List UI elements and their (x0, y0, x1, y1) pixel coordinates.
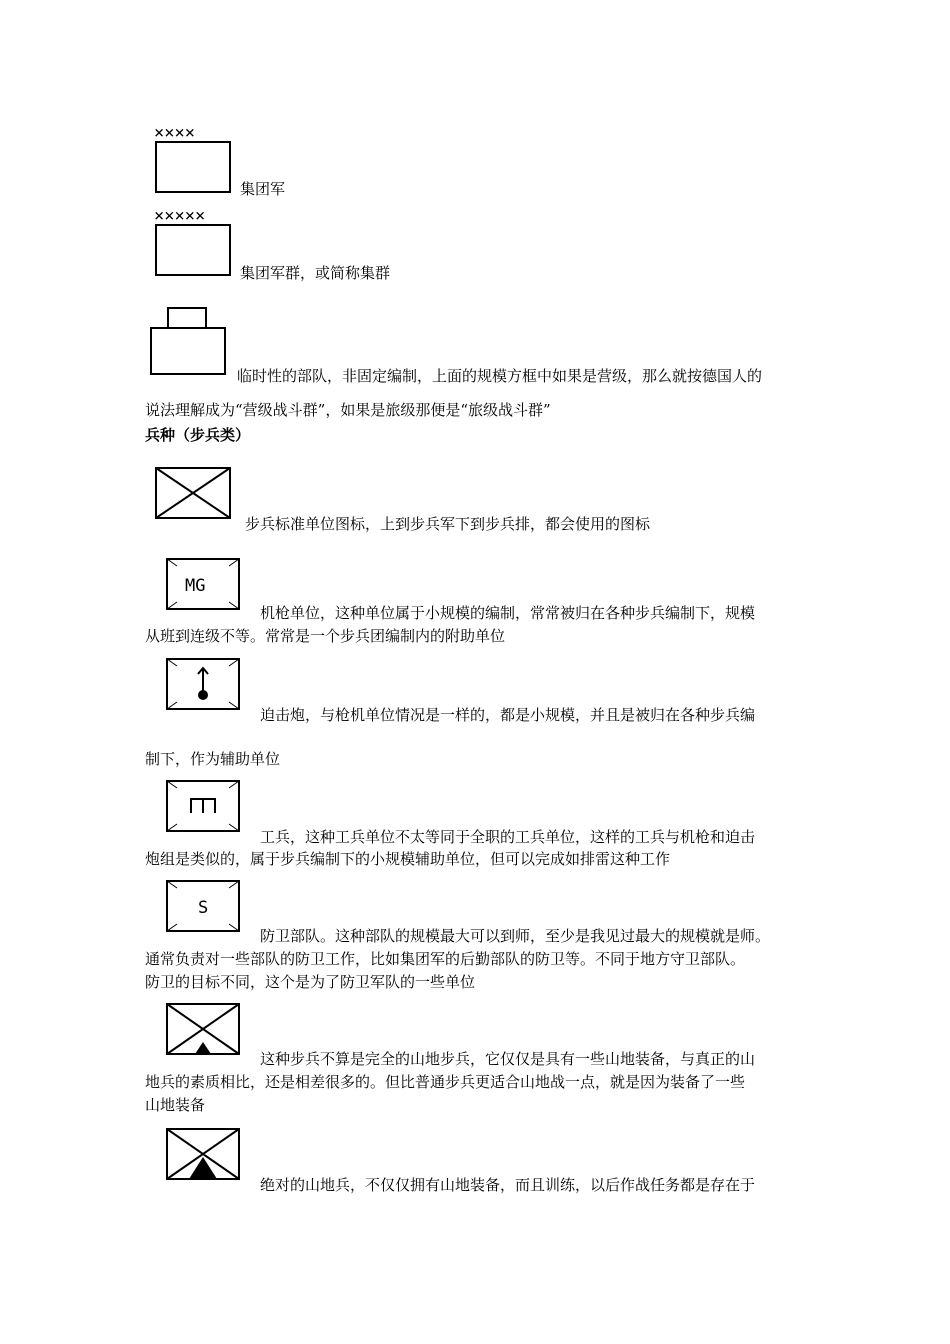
mountain-equipped-desc-line2: 地兵的素质相比，还是相差很多的。但比普通步兵更适合山地战一点，就是因为装备了一些 (145, 1073, 746, 1091)
security-desc-line3: 防卫的目标不同，这个是为了防卫军队的一些单位 (145, 973, 476, 991)
battle-group-desc-line2: 说法理解成为“营级战斗群”，如果是旅级那便是“旅级战斗群” (145, 401, 551, 419)
mortar-desc-line2: 制下，作为辅助单位 (145, 750, 281, 768)
section-heading: 兵种（步兵类） (145, 426, 251, 444)
mountain-equipped-infantry-symbol-icon (163, 1000, 245, 1060)
machine-gun-desc-line2: 从班到连级不等。常常是一个步兵团编制内的附助单位 (145, 627, 506, 645)
mountain-equipped-desc-line1: 这种步兵不算是完全的山地步兵，它仅仅是具有一些山地装备，与真正的山 (260, 1050, 756, 1068)
engineer-symbol-icon (163, 777, 245, 835)
army-group-symbol-icon (150, 205, 240, 280)
battle-group-symbol-icon (145, 300, 240, 380)
security-symbol-icon (163, 877, 245, 935)
mortar-desc-line1: 迫击炮，与枪机单位情况是一样的，都是小规模，并且是被归在各种步兵编 (260, 706, 756, 724)
army-label: 集团军 (240, 180, 286, 198)
army-group-label: 集团军群，或简称集群 (240, 264, 391, 282)
security-desc-line2: 通常负责对一些部队的防卫工作，比如集团军的后勤部队的防卫等。不同于地方守卫部队。 (145, 950, 746, 968)
infantry-label: 步兵标准单位图标，上到步兵军下到步兵排，都会使用的图标 (245, 515, 651, 533)
army-symbol-icon (150, 122, 240, 197)
machine-gun-symbol-icon (163, 555, 245, 613)
machine-gun-desc-line1: 机枪单位，这种单位属于小规模的编制，常常被归在各种步兵编制下，规模 (260, 604, 756, 622)
engineer-desc-line1: 工兵，这种工兵单位不太等同于全职的工兵单位，这样的工兵与机枪和迫击 (260, 828, 756, 846)
mortar-symbol-icon (163, 655, 245, 713)
mountain-equipped-desc-line3: 山地装备 (145, 1096, 206, 1114)
mountain-infantry-desc-line1: 绝对的山地兵，不仅仅拥有山地装备，而且训练，以后作战任务都是存在于 (260, 1176, 756, 1194)
army-symbol-marks: ×××× (154, 123, 195, 143)
security-desc-line1: 防卫部队。这种部队的规模最大可以到师，至少是我见过最大的规模就是师。 (260, 927, 771, 945)
mountain-infantry-symbol-icon (163, 1125, 245, 1185)
machine-gun-symbol-text: MG (185, 576, 206, 596)
army-group-symbol-marks: ××××× (154, 206, 206, 226)
battle-group-desc-line1: 临时性的部队，非固定编制，上面的规模方框中如果是营级，那么就按德国人的 (237, 367, 763, 385)
infantry-symbol-icon (150, 462, 240, 524)
engineer-desc-line2: 炮组是类似的，属于步兵编制下的小规模辅助单位，但可以完成如排雷这种工作 (145, 850, 671, 868)
security-symbol-text: S (198, 898, 209, 918)
